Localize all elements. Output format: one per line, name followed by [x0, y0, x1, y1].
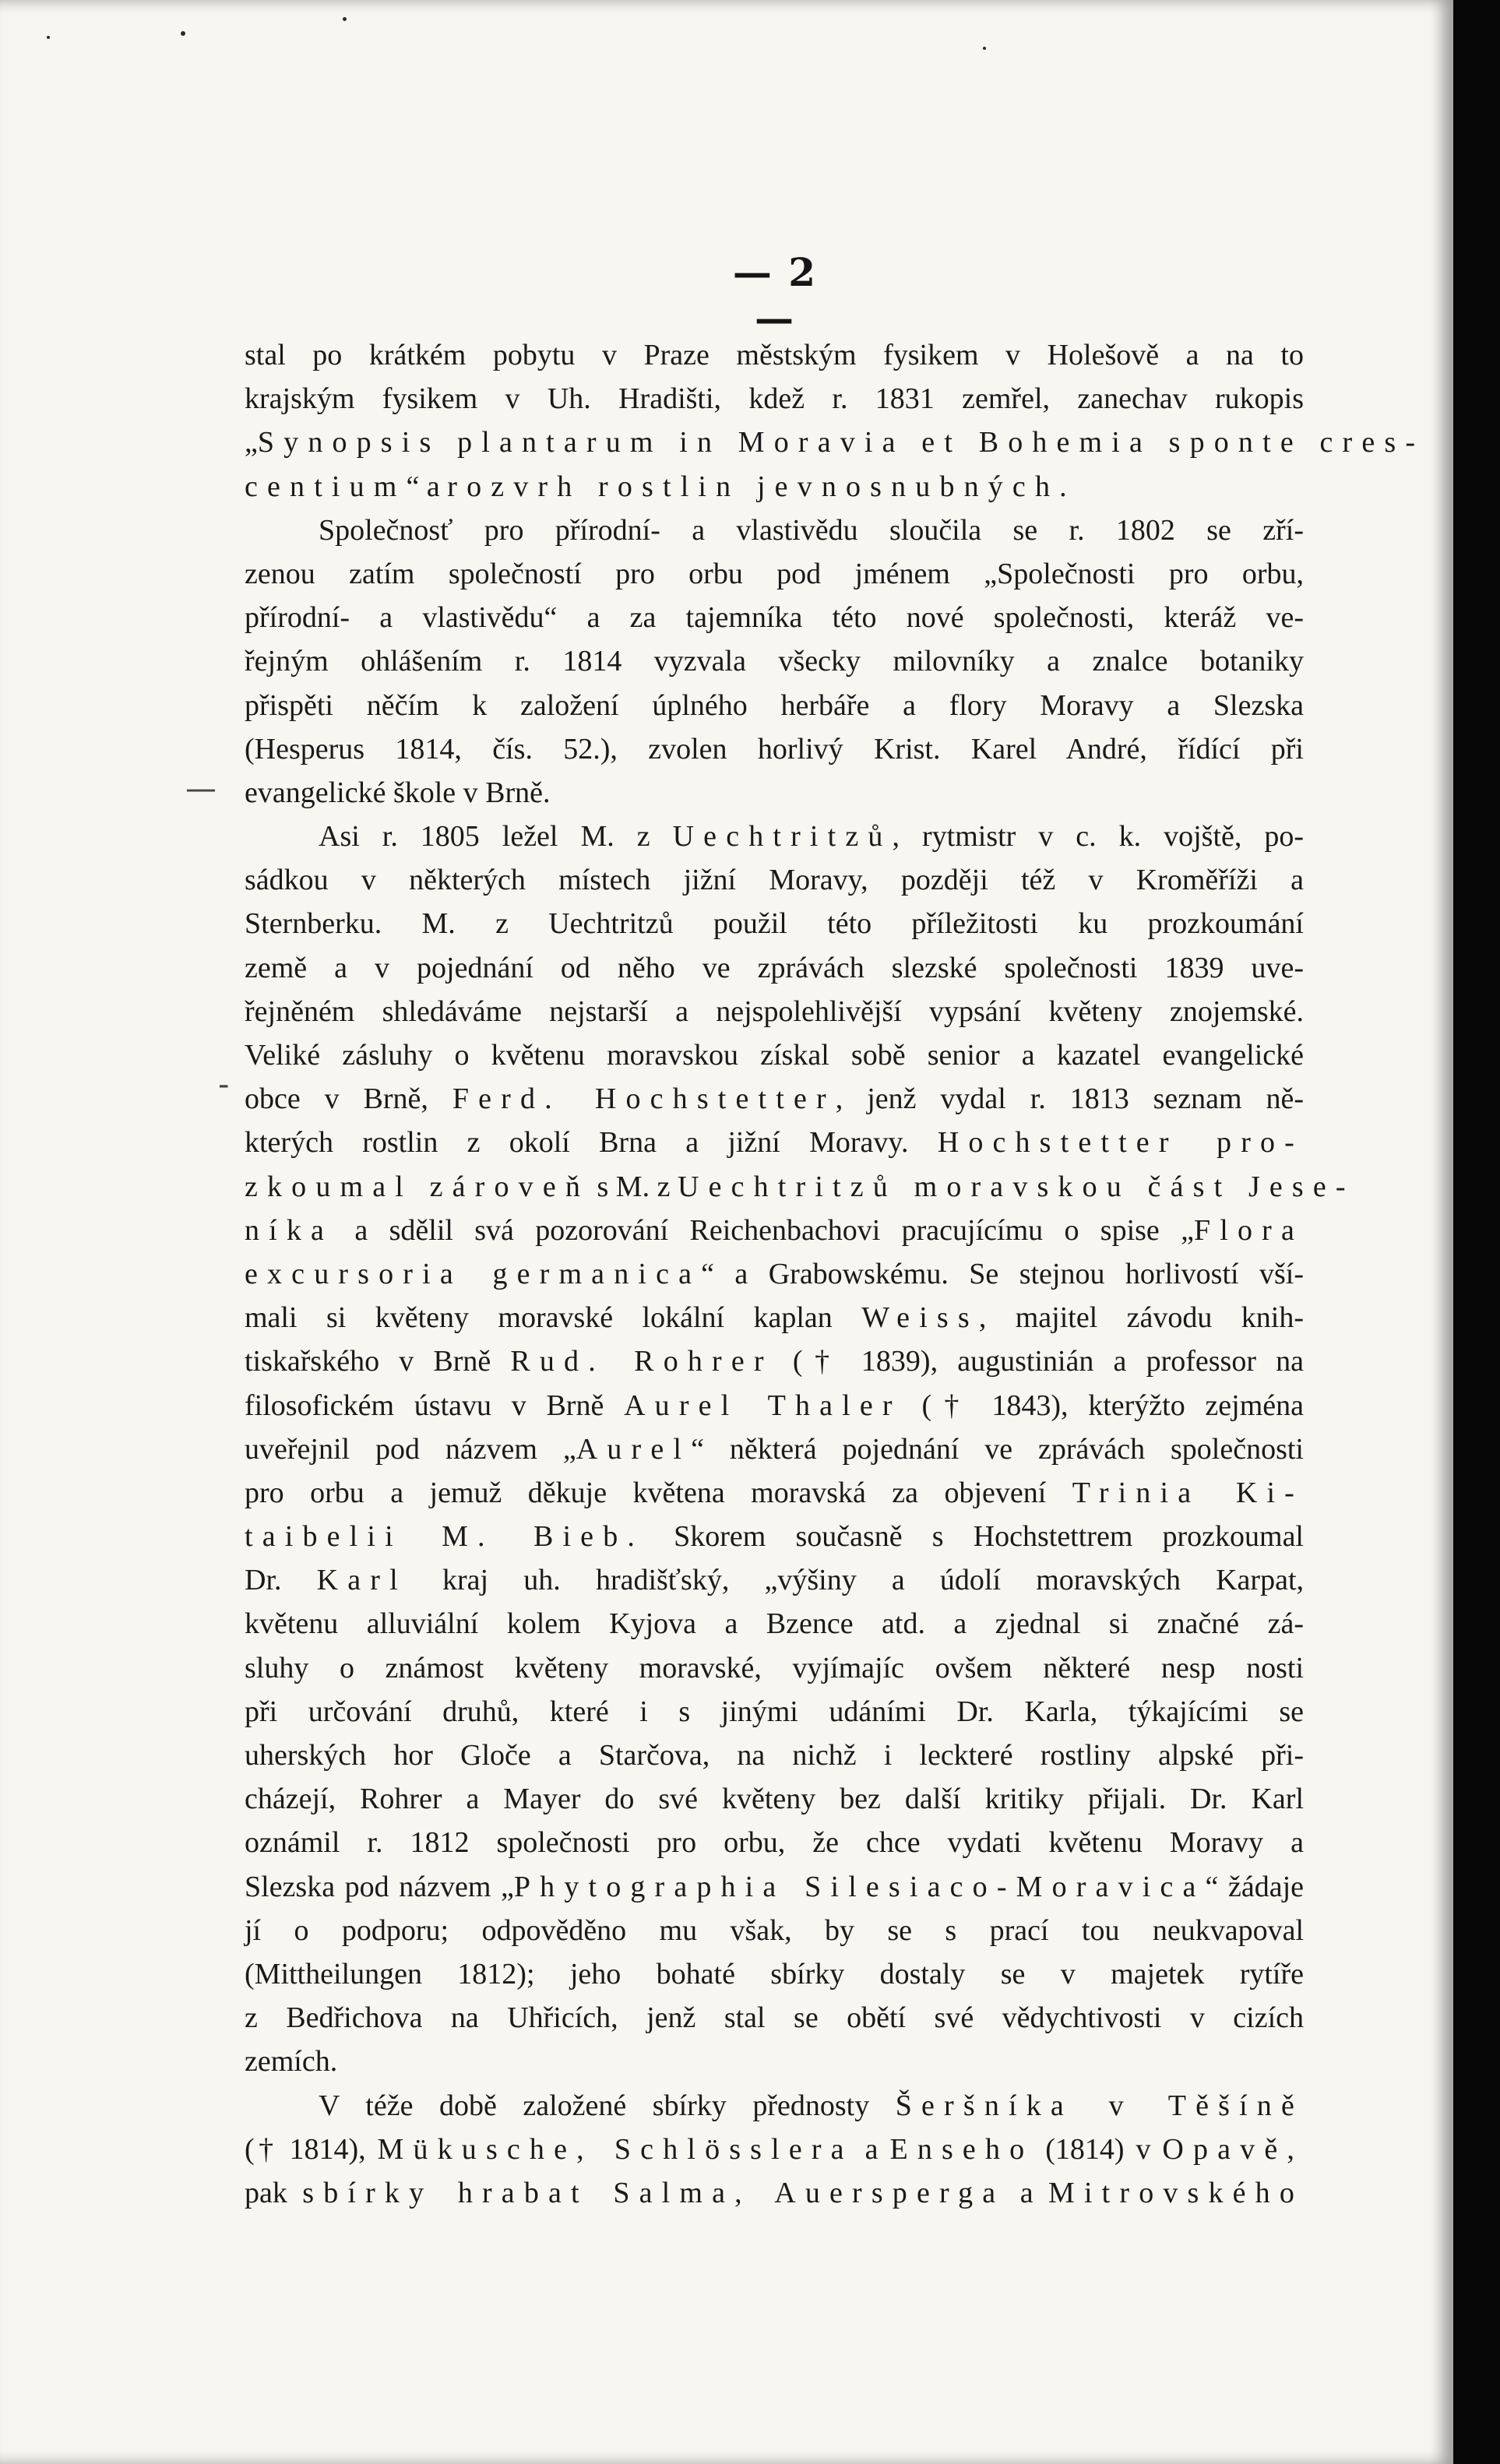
text-line — [245, 684, 1304, 727]
text-run: Skorem současně s Hochstettrem prozkoumal — [644, 1520, 1304, 1554]
text-run: V téže době založené sbírky přednosty — [319, 2089, 896, 2122]
spaced-name: Opavě, — [1162, 2132, 1305, 2166]
text-line — [245, 1602, 1304, 1646]
text-run: cházejí, Rohrer a Mayer do své květeny bez další kritiky přijali. Dr. Karl — [245, 1783, 1304, 1816]
text-line — [245, 1252, 1304, 1296]
text-run: Asi r. 1805 ležel M. z — [319, 820, 673, 854]
text-run: a sdělil svá pozorování Reichenbachovi pracujícímu o spise „ — [333, 1213, 1194, 1247]
text-run: Dr. — [245, 1564, 317, 1597]
text-run: , majitel závodu knih- — [978, 1301, 1304, 1335]
text-line — [245, 1165, 1355, 1209]
spaced-name: Enseho — [889, 2132, 1034, 2166]
text-run: pro orbu a jemuž děkuje květena moravská za objevení — [245, 1476, 1072, 1509]
text-line — [245, 1777, 1304, 1821]
text-line — [245, 377, 1304, 421]
text-line — [245, 946, 1304, 990]
spaced-name: Synopsis plantarum in Moravia et Bohemia sponte cres- — [257, 426, 1425, 459]
spaced-name: centium — [245, 470, 407, 503]
margin-mark: - — [218, 1067, 230, 1103]
scan-speck — [983, 47, 986, 50]
text-run: “ některá pojednání ve zprávách společnosti — [691, 1432, 1304, 1466]
text-run: kraj uh. hradišťský, „výšiny a údolí moravských Karpat, — [407, 1564, 1304, 1597]
text-line — [245, 1121, 1304, 1164]
text-line — [245, 1471, 1304, 1515]
text-run: († 1814), — [245, 2132, 378, 2166]
text-line — [245, 1515, 1304, 1558]
text-run: zenou zatím společností pro orbu pod jménem „Společnosti pro orbu, — [245, 557, 1304, 590]
text-run: květenu alluviální kolem Kyjova a Bzence atd. a zjednal si značné zá- — [245, 1607, 1304, 1641]
spaced-name: Karl — [316, 1564, 407, 1597]
text-run: řejněném shledáváme nejstarší a nejspolehlivější vypsání květeny znojemské. — [245, 994, 1304, 1028]
text-line — [245, 727, 1304, 771]
text-run: Slezska pod názvem „ — [245, 1870, 514, 1903]
text-run: řejným ohlášením r. 1814 vyzvala všecky milovníky a znalce botaniky — [245, 645, 1304, 678]
text-line — [245, 815, 1304, 858]
spaced-name: Šeršníka v Těšíně — [895, 2089, 1304, 2122]
text-run: Společnosť pro přírodní- a vlastivědu sloučila se r. 1802 se zří- — [319, 513, 1304, 547]
spaced-name: níka — [245, 1213, 334, 1247]
text-run: sádkou v některých místech jižní Moravy, později též v Kroměříži a — [245, 864, 1304, 897]
spaced-name: Mükusche, Schlösslera — [377, 2132, 854, 2166]
spaced-name: Mitrovského — [1048, 2176, 1304, 2209]
text-line — [245, 1821, 1304, 1864]
text-line — [245, 1690, 1304, 1734]
text-line — [245, 333, 1304, 377]
text-run: z Bedřichova na Uhřicích, jenž stal se obětí své vědychtivosti v cizích — [245, 2001, 1304, 2035]
spaced-name: taibelii M. Bieb. — [245, 1520, 645, 1554]
text-line — [245, 2128, 1304, 2171]
text-run: uveřejnil pod názvem „ — [245, 1432, 576, 1466]
text-run: země a v pojednání od něho ve zprávách slezské společnosti 1839 uve- — [245, 951, 1304, 984]
text-line — [245, 771, 1304, 815]
text-run: „ — [245, 426, 258, 459]
text-run: “ žádaje — [1205, 1870, 1304, 1903]
text-line — [245, 2171, 1304, 2215]
scan-speck — [47, 36, 50, 39]
text-line — [245, 1077, 1304, 1121]
spaced-name: excursoria germanica — [245, 1257, 702, 1290]
text-line — [245, 1033, 1304, 1077]
spaced-name: Flora — [1193, 1213, 1304, 1247]
text-run: Veliké zásluhy o květenu moravskou získal sobě senior a kazatel evangelické — [245, 1039, 1304, 1072]
text-line — [245, 990, 1304, 1033]
text-line — [245, 1952, 1304, 1996]
body-text — [245, 333, 1425, 2215]
text-run: přírodní- a vlastivědu“ a za tajemníka této nové společnosti, kteráž ve- — [245, 601, 1304, 635]
text-line — [245, 1734, 1304, 1777]
spaced-name: Uechtritzů — [672, 820, 893, 854]
text-line — [245, 1339, 1304, 1383]
text-run: († 1839), augustinián a professor na — [773, 1345, 1304, 1378]
spaced-name: Aurel Thaler — [624, 1389, 902, 1422]
spaced-name: Weiss — [861, 1301, 979, 1335]
text-run: evangelické škole v Brně. — [245, 776, 551, 809]
text-run: , jenž vydal r. 1813 seznam ně- — [835, 1082, 1304, 1116]
text-line — [245, 1996, 1304, 2040]
text-run: “ a — [406, 470, 448, 503]
text-run: oznámil r. 1812 společnosti pro orbu, že chce vydati květenu Moravy a — [245, 1826, 1304, 1860]
text-run: kterých rostlin z okolí Brna a jižní Moravy. — [245, 1126, 938, 1160]
scan-border — [1453, 0, 1500, 2464]
spaced-name: Hochstetter pro- — [937, 1126, 1305, 1160]
text-run: Sternberku. M. z Uechtritzů použil této příležitosti ku prozkoumání — [245, 907, 1304, 941]
text-run: obce v Brně, — [245, 1082, 452, 1116]
spaced-name: sbírky hrabat Salma, Auersperga — [302, 2176, 1005, 2209]
text-line — [245, 2040, 1304, 2083]
text-run: a — [1005, 2176, 1049, 2209]
spaced-name: Aurel — [576, 1432, 692, 1466]
text-line — [245, 2084, 1304, 2128]
spaced-name: zkoumal zároveň — [245, 1170, 590, 1203]
text-run: († 1843), kterýžto zejména — [901, 1389, 1305, 1422]
text-run: a — [853, 2132, 890, 2166]
text-line — [245, 1558, 1304, 1602]
page-number: — 2 — — [732, 249, 818, 341]
text-run: stal po krátkém pobytu v Praze městským fysikem v Holešově a na to — [245, 339, 1304, 371]
text-run: přispěti něčím k založení úplného herbáře a flory Moravy a Slezska — [245, 688, 1304, 722]
spaced-name: Uechtritzů moravskou část Jese- — [677, 1170, 1355, 1203]
text-run: při určování druhů, které i s jinými udáními Dr. Karla, týkajícími se — [245, 1695, 1304, 1728]
text-run: tiskařského v Brně — [245, 1345, 511, 1378]
text-line — [245, 1384, 1304, 1427]
text-run: zemích. — [245, 2045, 338, 2079]
text-line — [245, 1865, 1304, 1909]
text-line — [245, 639, 1304, 683]
text-line — [245, 421, 1425, 464]
text-line — [245, 1909, 1304, 1952]
text-line — [245, 902, 1304, 945]
text-run: s M. z — [590, 1170, 678, 1203]
text-line — [245, 465, 1304, 509]
scan-speck — [181, 31, 185, 36]
text-run: pak — [245, 2176, 303, 2209]
text-run: “ a Grabowskému. Se stejnou horlivostí vší- — [701, 1257, 1305, 1290]
text-run: (Hesperus 1814, čís. 52.), zvolen horlivý Krist. Karel André, řídící při — [245, 732, 1304, 766]
text-run: krajským fysikem v Uh. Hradišti, kdež r. 1831 zemřel, zanechav rukopis — [245, 382, 1304, 416]
text-run: mali si květeny moravské lokální kaplan — [245, 1301, 862, 1335]
text-run: uherských hor Gloče a Starčova, na nichž i leckteré rostliny alpské při- — [245, 1739, 1304, 1772]
text-line — [245, 552, 1304, 596]
text-line — [245, 1427, 1304, 1471]
scan-speck — [343, 17, 347, 21]
text-run: sluhy o známost květeny moravské, vyjímajíc ovšem některé nesp nosti — [245, 1651, 1304, 1684]
text-run: , rytmistr v c. k. vojště, po- — [892, 820, 1304, 854]
text-run: filosofickém ústavu v Brně — [245, 1389, 625, 1422]
spaced-name: Ferd. Hochstetter — [452, 1082, 836, 1116]
text-line — [245, 1646, 1304, 1690]
text-line — [245, 596, 1304, 639]
spaced-name: Rud. Rohrer — [510, 1345, 773, 1378]
spaced-name: Trinia Ki- — [1072, 1476, 1304, 1509]
spaced-name: rozvrh rostlin jevnosnubných. — [447, 470, 1076, 503]
text-run: jí o podporu; odpověděno mu však, by se s prací tou neukvapoval — [245, 1913, 1304, 1947]
text-line — [245, 858, 1304, 902]
spaced-name: Phytographia Silesiaco-Moravica — [513, 1870, 1206, 1903]
text-line — [245, 509, 1304, 552]
text-line — [245, 1296, 1304, 1339]
margin-mark: — — [185, 771, 217, 807]
text-run: (Mittheilungen 1812); jeho bohaté sbírky dostaly se v majetek rytíře — [245, 1957, 1304, 1991]
text-run: (1814) v — [1033, 2132, 1163, 2166]
text-line — [245, 1209, 1304, 1252]
